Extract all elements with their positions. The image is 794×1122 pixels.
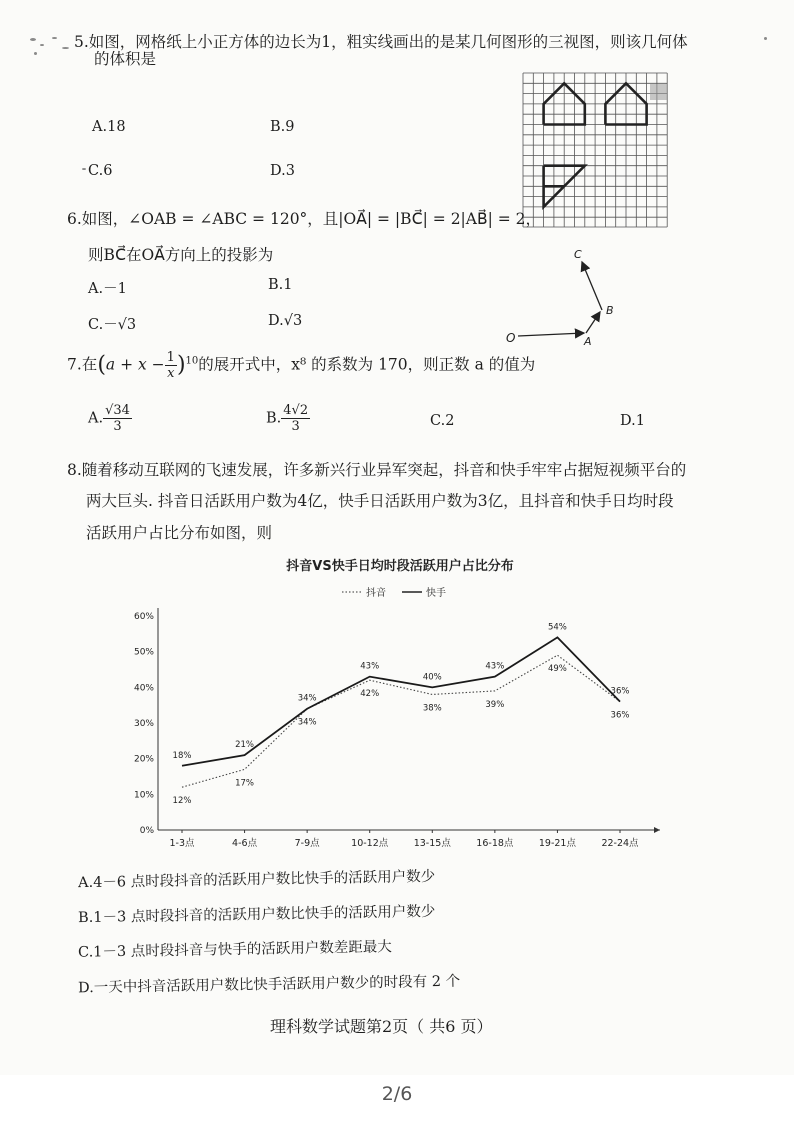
q8-text-line2: 两大巨头. 抖音日活跃用户数为4亿，快手日活跃用户数为3亿，且抖音和快手日均时段	[86, 492, 674, 510]
option-label: C.	[77, 944, 94, 961]
option-label: C.	[88, 317, 104, 333]
scan-speck	[764, 37, 767, 40]
point-b-label: B	[606, 304, 614, 317]
option-value: 4－6 点时段抖音的活跃用户数比快手的活跃用户数少	[93, 868, 436, 891]
option-label: A.	[88, 410, 104, 427]
option-value: 1－3 点时段抖音的活跃用户数比快手的活跃用户数少	[93, 903, 436, 926]
q8-text-line3: 活跃用户占比分布如图，则	[86, 524, 273, 542]
x-tick-label: 19-21点	[538, 838, 576, 849]
q7-expression: a + x −	[105, 355, 165, 374]
data-label-douyin: 17%	[235, 778, 255, 789]
data-label-douyin: 39%	[485, 699, 505, 710]
data-label-douyin: 49%	[547, 664, 567, 675]
legend-label-douyin: 抖音	[366, 588, 386, 599]
option-value: 3	[285, 163, 295, 179]
option-label: D.	[77, 980, 94, 997]
three-view-grid-figure	[520, 70, 675, 230]
data-label-kuaishou: 18%	[172, 750, 192, 761]
data-label-douyin: 38%	[422, 703, 442, 714]
scan-smudge	[650, 84, 668, 100]
q6-text-line2: 则BC⃗在OA⃗方向上的投影为	[88, 246, 274, 264]
option-label: A.	[77, 874, 94, 892]
q7-option-c[interactable]	[430, 413, 454, 429]
q7-exponent: 10	[185, 355, 199, 367]
data-label-kuaishou: 36%	[610, 686, 630, 697]
option-fraction: $\frac{4√2}{3}$	[283, 403, 309, 434]
option-label: D.	[620, 413, 636, 429]
x-axis-arrow	[654, 827, 660, 833]
point-o-label: O	[506, 331, 516, 345]
q5-option-a[interactable]	[92, 119, 126, 135]
q6-stem-line1	[67, 207, 541, 229]
q5-text-line2: 的体积是	[94, 50, 157, 68]
page-indicator: 2/6	[381, 1083, 413, 1105]
x-tick-label: 13-15点	[413, 838, 451, 849]
q8-option-b[interactable]	[78, 900, 436, 927]
q6-option-d[interactable]	[268, 313, 302, 329]
q8-text-line1: 随着移动互联网的飞速发展，许多新兴行业异军突起，抖音和快手牢牢占据短视频平台的	[81, 461, 687, 479]
chart-legend	[342, 586, 446, 599]
option-value: 1	[283, 277, 293, 293]
q8-option-a[interactable]	[78, 865, 435, 892]
page-footer: 理科数学试题第2页（ 共6 页）	[270, 1017, 493, 1036]
option-label: A.	[88, 281, 104, 297]
option-value: 18	[107, 119, 126, 135]
point-a-label: A	[584, 335, 592, 348]
scan-speck	[52, 37, 57, 39]
legend-label-kuaishou: 快手	[426, 588, 446, 599]
option-label: D.	[268, 313, 284, 329]
point-c-label: C	[574, 248, 582, 261]
scan-speck	[34, 52, 37, 55]
q5-number: 5.	[74, 33, 89, 51]
x-tick-label: 16-18点	[476, 838, 514, 849]
option-label: A.	[92, 119, 108, 135]
q5-option-d[interactable]	[270, 163, 295, 179]
y-tick-label: 50%	[133, 647, 154, 658]
q8-stem-line1	[67, 458, 686, 480]
x-tick-label: 22-24点	[601, 838, 639, 849]
data-label-kuaishou: 40%	[422, 672, 442, 683]
y-tick-label: 0%	[139, 826, 154, 836]
data-label-kuaishou: 34%	[297, 693, 317, 704]
x-axis	[158, 827, 660, 849]
option-value: 一天中抖音活跃用户数比快手活跃用户数少的时段有 2 个	[93, 973, 461, 997]
option-value: －√3	[103, 317, 137, 333]
q6-option-b[interactable]	[268, 277, 293, 293]
data-labels	[173, 622, 630, 806]
q7-option-d[interactable]	[620, 413, 645, 429]
option-value: 9	[285, 119, 295, 135]
scan-speck	[62, 47, 69, 49]
option-value: 1－3 点时段抖音与快手的活跃用户数差距最大	[93, 939, 392, 961]
vector-oa	[518, 333, 584, 336]
data-label-kuaishou: 43%	[485, 661, 505, 672]
option-value: －1	[103, 281, 127, 297]
option-label: C.	[88, 163, 104, 179]
x-tick-label: 4-6点	[232, 838, 258, 849]
q7-prefix: 在	[81, 355, 98, 374]
q6-option-a[interactable]	[88, 277, 127, 298]
data-label-douyin: 36%	[610, 710, 630, 721]
x-tick-label: 7-9点	[294, 838, 320, 849]
data-label-kuaishou: 54%	[547, 622, 567, 633]
q6-number: 6.	[67, 210, 82, 228]
option-label: B.	[266, 410, 282, 427]
data-label-douyin: 42%	[360, 689, 380, 700]
q7-stem: 7.在(a + x − $\frac{1}{x}$ )$^{10}$的展开式中，x⁸ 的系数为 170，则正数 a 的值为	[67, 350, 536, 381]
scan-speck	[40, 44, 44, 46]
option-value: 6	[103, 163, 113, 179]
q7-number: 7.	[67, 355, 82, 374]
x-tick-label: 1-3点	[169, 838, 195, 849]
y-tick-label: 10%	[133, 790, 154, 801]
option-value: 2	[445, 413, 455, 429]
q5-stem-line1	[74, 30, 688, 52]
data-label-douyin: 12%	[172, 796, 192, 807]
option-label: C.	[430, 413, 446, 429]
scan-speck	[30, 38, 36, 41]
data-label-kuaishou: 43%	[360, 661, 380, 672]
y-tick-label: 20%	[133, 754, 154, 765]
series-lines	[182, 637, 620, 787]
y-tick-label: 40%	[133, 683, 154, 694]
option-label: B.	[268, 277, 284, 293]
q7-suffix: 的展开式中，x⁸ 的系数为 170，则正数 a 的值为	[198, 355, 536, 374]
q5-option-c[interactable]	[88, 163, 112, 179]
y-axis	[134, 608, 158, 836]
series-line-douyin	[182, 655, 620, 787]
q5-text-line1: 如图，网格纸上小正方体的边长为1，粗实线画出的是某几何图形的三视图，则该几何体	[88, 33, 688, 51]
option-value: 1	[635, 413, 645, 429]
x-tick-label: 10-12点	[351, 838, 389, 849]
q7-fraction: $\frac{1}{x}$	[166, 350, 175, 381]
q6-text-line1: 如图，∠OAB = ∠ABC = 120°，且|OA⃗| = |BC⃗| = 2|AB⃗| = 2，	[81, 210, 542, 228]
option-label: B.	[270, 119, 286, 135]
q5-option-b[interactable]	[270, 119, 295, 135]
q8-number: 8.	[67, 461, 82, 479]
vector-bc	[582, 262, 602, 310]
y-tick-label: 60%	[133, 612, 154, 622]
option-label: D.	[270, 163, 286, 179]
q6-option-c[interactable]	[88, 313, 136, 334]
q7-option-a[interactable]	[88, 403, 132, 434]
data-label-kuaishou: 21%	[235, 740, 255, 751]
option-value: √3	[283, 313, 303, 329]
option-fraction: $\frac{√34}{3}$	[105, 403, 130, 434]
q8-option-d[interactable]	[78, 970, 460, 998]
data-label-douyin: 34%	[297, 717, 317, 728]
q8-option-c[interactable]	[78, 935, 392, 961]
scan-speck	[82, 168, 86, 170]
chart-title: 抖音VS快手日均时段活跃用户占比分布	[286, 559, 514, 574]
option-label: B.	[77, 909, 94, 927]
line-chart	[120, 550, 680, 855]
vector-figure	[500, 240, 640, 350]
y-tick-label: 30%	[133, 719, 154, 729]
vector-ab	[586, 312, 600, 333]
q7-option-b[interactable]	[266, 403, 310, 434]
